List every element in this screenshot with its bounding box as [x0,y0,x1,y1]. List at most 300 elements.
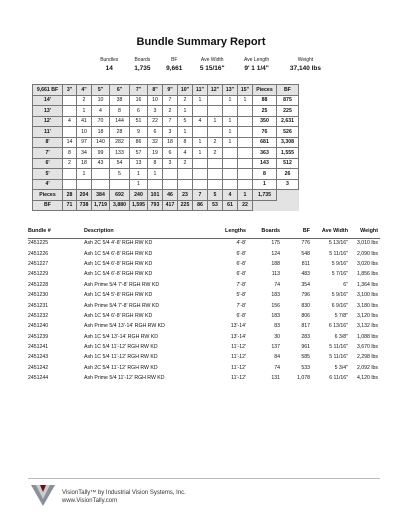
grid-cell: 1 [77,106,92,117]
grid-cell: 28 [63,190,77,201]
grid-cell: 3 [163,158,178,169]
table-cell: 776 [301,240,310,247]
table-cell: 7'-8' [236,281,246,288]
table-cell: Ash 1C 5/4 11'-12' RGH RW KD [84,344,158,351]
grid-cell: 1,735 [253,190,277,201]
table-cell: 4'-8' [236,240,246,247]
table-row [28,300,380,310]
grid-cell: 38 [110,95,130,106]
grid-blank-cell [277,190,299,201]
grid-cell: 1 [253,179,277,190]
table-cell: Ash Prime 5/4 13'-14' RGH RW KD [84,323,165,330]
grid-cell: 692 [110,190,130,201]
table-cell: 6'-8' [236,271,246,278]
grid-header-cell: 4" [77,85,92,96]
grid-cell [148,179,163,190]
grid-row [33,137,299,148]
grid-cell: 71 [63,200,77,211]
grid-cell: 4 [92,106,110,117]
grid-cell: 9 [130,127,148,138]
grid-cell: 4 [193,116,208,127]
grid-row [33,116,299,127]
grid-cell: 1 [77,169,92,180]
grid-cell: 738 [77,200,92,211]
grid-cell: 1 [223,116,238,127]
grid-cell [63,179,77,190]
grid-cell [63,95,77,106]
grid-cell: 1 [193,137,208,148]
grid-row-label: 12' [33,116,63,127]
grid-cell: 1 [178,127,193,138]
grid-cell: 350 [253,116,277,127]
grid-header-cell: 8" [148,85,163,96]
table-cell: 6 3/8" [334,333,348,340]
table-row [28,280,380,290]
table-cell: 483 [301,271,310,278]
table-cell: 1,364 lbs [356,281,378,288]
grid-cell [92,169,110,180]
grid-cell [77,179,92,190]
grid-cell [163,179,178,190]
table-cell: 113 [271,271,280,278]
table-cell: Ash 1C 5/4 11'-12' RGH RW KD [84,354,158,361]
summary-value: 9' 1 1/4" [244,65,269,72]
grid-cell: 6 [163,148,178,159]
grid-cell [193,179,208,190]
table-row [28,342,380,352]
grid-header-row [33,85,299,96]
grid-cell: 19 [148,148,163,159]
table-row [28,238,380,248]
table-cell: Ash 1C 5/4 6'-8' RGH RW KD [84,271,153,278]
grid-cell [238,137,253,148]
table-cell: 6 13/16" [328,323,348,330]
grid-cell: 8 [63,148,77,159]
grid-cell: 41 [77,116,92,127]
grid-cell: 140 [92,137,110,148]
grid-pieces-row [33,190,299,201]
grid-cell [238,106,253,117]
grid-cell: 8 [148,158,163,169]
table-cell: 5 11/16" [329,344,348,351]
summary-block [92,56,332,73]
col-header-lengths: Lengths [208,228,248,238]
grid-cell [193,169,208,180]
grid-cell: 86 [130,137,148,148]
table-cell: 806 [301,312,310,319]
grid-cell: 6 [148,127,163,138]
grid-row [33,106,299,117]
grid-cell: 16 [130,95,148,106]
footer-company: VisionTally™ by Industrial Vision Systems, Inc. [62,490,186,496]
grid-cell: 57 [130,148,148,159]
table-cell: 5 11/16" [329,250,348,257]
grid-header-cell: 9" [163,85,178,96]
grid-cell: 13 [130,158,148,169]
table-cell: 6" [343,281,348,288]
footer-website: www.VisionTally.com [62,498,118,504]
grid-cell: 417 [163,200,178,211]
grid-cell: 1,595 [130,200,148,211]
grid-cell [223,158,238,169]
table-cell: Ash 1C 5/4 6'-8' RGH RW KD [84,312,153,319]
grid-cell: 1 [223,137,238,148]
table-cell: 2451232 [28,312,49,319]
grid-cell: 70 [92,116,110,127]
grid-cell: 43 [92,158,110,169]
grid-cell: 26 [277,169,299,180]
grid-cell [208,127,223,138]
grid-cell: 363 [253,148,277,159]
table-cell: 183 [271,312,280,319]
grid-cell [238,116,253,127]
summary-label: Ave Length [243,57,270,63]
grid-cell: 76 [253,127,277,138]
grid-cell [178,169,193,180]
grid-row [33,148,299,159]
table-cell: 74 [274,281,280,288]
grid-cell: 8 [110,106,130,117]
table-cell: 3,120 lbs [356,312,378,319]
grid-cell: 2 [77,95,92,106]
grid-cell: 1 [223,95,238,106]
grid-header-cell: 3" [63,85,77,96]
table-row [28,259,380,269]
table-cell: 188 [271,260,280,267]
table-cell: 3,100 lbs [356,292,378,299]
grid-header-cell: BF [277,85,299,96]
grid-cell [163,169,178,180]
table-cell: 175 [271,240,280,247]
table-row [28,248,380,258]
grid-row-label: 8' [33,137,63,148]
table-row [28,321,380,331]
table-cell: 7'-8' [236,302,246,309]
table-cell: 6 9/16" [331,302,348,309]
table-cell: 5 11/16" [329,354,348,361]
table-cell: Ash 1C 5/4 13'-14' RGH RW KD [84,333,158,340]
table-cell: Ash Prime 5/4 7'-8' RGH RW KD [84,281,160,288]
grid-cell: 2 [63,158,77,169]
grid-cell: 1 [178,106,193,117]
grid-cell: 4 [223,190,238,201]
grid-cell [193,127,208,138]
grid-cell: 8 [253,169,277,180]
grid-row-label: 7' [33,148,63,159]
table-cell: 811 [301,260,310,267]
grid-header-cell: 9,661 BF [33,85,63,96]
grid-cell: 10 [77,127,92,138]
table-cell: 2451229 [28,271,49,278]
table-cell: Ash 1C 5/4 5'-8' RGH RW KD [84,292,153,299]
table-cell: 1,856 lbs [356,271,378,278]
table-cell: Ash Prime 5/4 7'-8' RGH RW KD [84,302,160,309]
summary-label: Ave Width [200,57,224,63]
summary-label: Boards [134,57,151,63]
table-cell: 817 [301,323,310,330]
grid-cell: 240 [130,190,148,201]
length-width-grid [32,84,299,211]
table-cell: 5 9/16" [331,292,348,299]
grid-cell: 34 [77,148,92,159]
grid-cell: 282 [110,137,130,148]
grid-cell: 18 [77,158,92,169]
grid-cell: 8 [178,137,193,148]
grid-cell [63,127,77,138]
table-cell: 6'-8' [236,312,246,319]
grid-row-label: 11' [33,127,63,138]
table-cell: 13'-14' [230,333,246,340]
grid-cell: 7 [163,95,178,106]
grid-row-label: 5' [33,169,63,180]
grid-cell: 14 [63,137,77,148]
bundle-table-header [28,228,380,238]
table-cell: 2451226 [28,250,49,257]
grid-cell: 1,555 [277,148,299,159]
grid-header-cell: Pieces [253,85,277,96]
table-cell: 11'-12' [231,375,246,382]
grid-cell: 101 [148,190,163,201]
grid-blank-cell [277,200,299,211]
table-cell: 5 13/16" [328,240,348,247]
table-cell: 6 11/16" [329,375,348,382]
table-cell: 83 [274,323,280,330]
grid-cell: 54 [110,158,130,169]
table-cell: 2451225 [28,240,49,247]
grid-cell: 143 [253,158,277,169]
grid-cell: 6 [130,106,148,117]
grid-cell [193,106,208,117]
grid-cell: 18 [163,137,178,148]
grid-row-label: 14' [33,95,63,106]
grid-cell: 51 [130,116,148,127]
grid-cell [223,179,238,190]
grid-cell: 2 [178,95,193,106]
table-cell: 2451241 [28,344,49,351]
table-row [28,352,380,362]
table-row [28,363,380,373]
grid-cell: 97 [77,137,92,148]
grid-cell: 7 [193,190,208,201]
table-cell: 548 [301,250,310,257]
grid-cell: 86 [193,200,208,211]
grid-row [33,127,299,138]
table-cell: 2451227 [28,260,49,267]
grid-cell: 144 [110,116,130,127]
table-cell: 11'-12' [231,364,246,371]
grid-cell: 5 [208,190,223,201]
grid-row [33,95,299,106]
grid-blank-cell [253,200,277,211]
table-cell: 2451242 [28,364,49,371]
grid-cell: 2 [208,137,223,148]
grid-header-cell: 6" [110,85,130,96]
table-cell: 2451244 [28,375,49,382]
table-cell: 2451240 [28,323,49,330]
grid-cell [223,106,238,117]
grid-cell: 18 [92,127,110,138]
table-cell: 5 3/4" [334,364,348,371]
grid-cell: 1 [223,127,238,138]
grid-cell: 22 [238,200,253,211]
table-cell: 124 [271,250,280,257]
table-cell: 137 [271,344,280,351]
grid-cell [223,169,238,180]
grid-cell: 1 [130,169,148,180]
table-row [28,311,380,321]
grid-cell [208,106,223,117]
table-cell: 156 [271,302,280,309]
grid-cell [110,179,130,190]
table-cell: 5 9/16" [331,260,348,267]
grid-cell: 1 [208,116,223,127]
table-cell: 11'-12' [231,354,246,361]
report-title: Bundle Summary Report [136,36,266,48]
grid-cell [238,169,253,180]
grid-bf-row [33,200,299,211]
grid-cell: 28 [110,127,130,138]
table-cell: 2451228 [28,281,49,288]
grid-cell: 526 [277,127,299,138]
summary-value: 14 [105,65,113,72]
grid-cell: 88 [253,95,277,106]
table-row [28,290,380,300]
summary-label: Weight [297,57,314,63]
grid-cell: 46 [163,190,178,201]
table-cell: 5 7/16" [331,271,348,278]
grid-header-cell: 11" [193,85,208,96]
table-cell: 131 [271,375,280,382]
grid-header-cell: 15" [238,85,253,96]
grid-cell [208,95,223,106]
table-cell: Ash 2C 5/4 4'-8' RGH RW KD [84,240,153,247]
table-cell: 3,180 lbs [356,302,378,309]
grid-cell: 25 [253,106,277,117]
table-cell: 585 [301,354,310,361]
grid-cell: 2 [163,106,178,117]
grid-cell: 1 [238,95,253,106]
grid-cell [208,169,223,180]
grid-cell: 3 [148,106,163,117]
grid-row-label: Pieces [33,190,63,201]
grid-cell [193,158,208,169]
grid-row [33,158,299,169]
table-cell: 2,298 lbs [356,354,378,361]
table-cell: 6'-8' [236,260,246,267]
bundle-detail [28,228,380,383]
grid-cell [178,179,193,190]
grid-cell: 1 [238,190,253,201]
grid-header-cell: 7" [130,85,148,96]
grid-cell [238,148,253,159]
table-cell: 961 [301,344,310,351]
grid-table [32,84,299,211]
grid-cell: 5 [178,116,193,127]
col-header-weight: Weight [350,228,380,238]
table-cell: Ash Prime 5/4 11'-12' RGH RW KD [84,375,165,382]
summary-value: 5 15/16" [199,65,225,72]
grid-cell: 53 [208,200,223,211]
grid-cell: 204 [77,190,92,201]
summary-label: Bundles [100,57,119,63]
table-cell: 2,090 lbs [356,250,378,257]
grid-row-label: BF [33,200,63,211]
grid-cell: 23 [178,190,193,201]
grid-cell: 3 [163,127,178,138]
table-cell: 1,088 lbs [356,333,378,340]
grid-cell: 4 [178,148,193,159]
grid-row [33,179,299,190]
grid-header-cell: 13" [223,85,238,96]
table-cell: 830 [301,302,310,309]
grid-cell: 1 [193,148,208,159]
grid-cell: 99 [92,148,110,159]
grid-cell: 10 [92,95,110,106]
summary-value: 37,140 lbs [289,65,321,72]
grid-cell: 1,719 [92,200,110,211]
grid-cell: 32 [148,137,163,148]
grid-row [33,169,299,180]
col-header-bundle: Bundle # [28,228,84,238]
table-cell: 3,020 lbs [356,260,378,267]
grid-cell [238,158,253,169]
grid-cell: 681 [253,137,277,148]
grid-cell: 225 [277,106,299,117]
grid-cell: 1 [193,95,208,106]
table-row [28,373,380,383]
grid-cell: 4 [63,116,77,127]
grid-cell: 2 [208,148,223,159]
table-cell: 1,078 [297,375,310,382]
table-cell: 3,132 lbs [356,323,378,330]
grid-cell: 10 [148,95,163,106]
table-cell: 74 [274,364,280,371]
table-row [28,269,380,279]
table-cell: 3,010 lbs [356,240,378,247]
table-cell: Ash 1C 5/4 6'-8' RGH RW KD [84,260,153,267]
table-cell: 354 [301,281,310,288]
grid-cell: 225 [178,200,193,211]
table-cell: 283 [301,333,310,340]
footer [62,489,186,505]
grid-cell: 384 [92,190,110,201]
summary-label: BF [171,57,178,63]
table-cell: 183 [271,292,280,299]
col-header-description: Description [84,228,208,238]
grid-cell: 133 [110,148,130,159]
grid-cell [223,148,238,159]
grid-cell: 3 [277,179,299,190]
grid-cell [238,127,253,138]
grid-cell: 5 [110,169,130,180]
bundle-table [28,228,380,383]
grid-cell [208,179,223,190]
grid-cell: 61 [223,200,238,211]
table-row [28,332,380,342]
table-cell: 2451239 [28,333,49,340]
grid-header-cell: 12" [208,85,223,96]
grid-cell [63,106,77,117]
table-cell: 4,120 lbs [356,375,378,382]
grid-header-cell: 10" [178,85,193,96]
table-cell: 2451231 [28,302,49,309]
table-cell: 13'-14' [230,323,246,330]
table-cell: 11'-12' [231,344,246,351]
grid-row-label: 4' [33,179,63,190]
grid-header-cell: 5" [92,85,110,96]
table-cell: 796 [301,292,310,299]
visiontally-logo-icon [30,483,56,507]
